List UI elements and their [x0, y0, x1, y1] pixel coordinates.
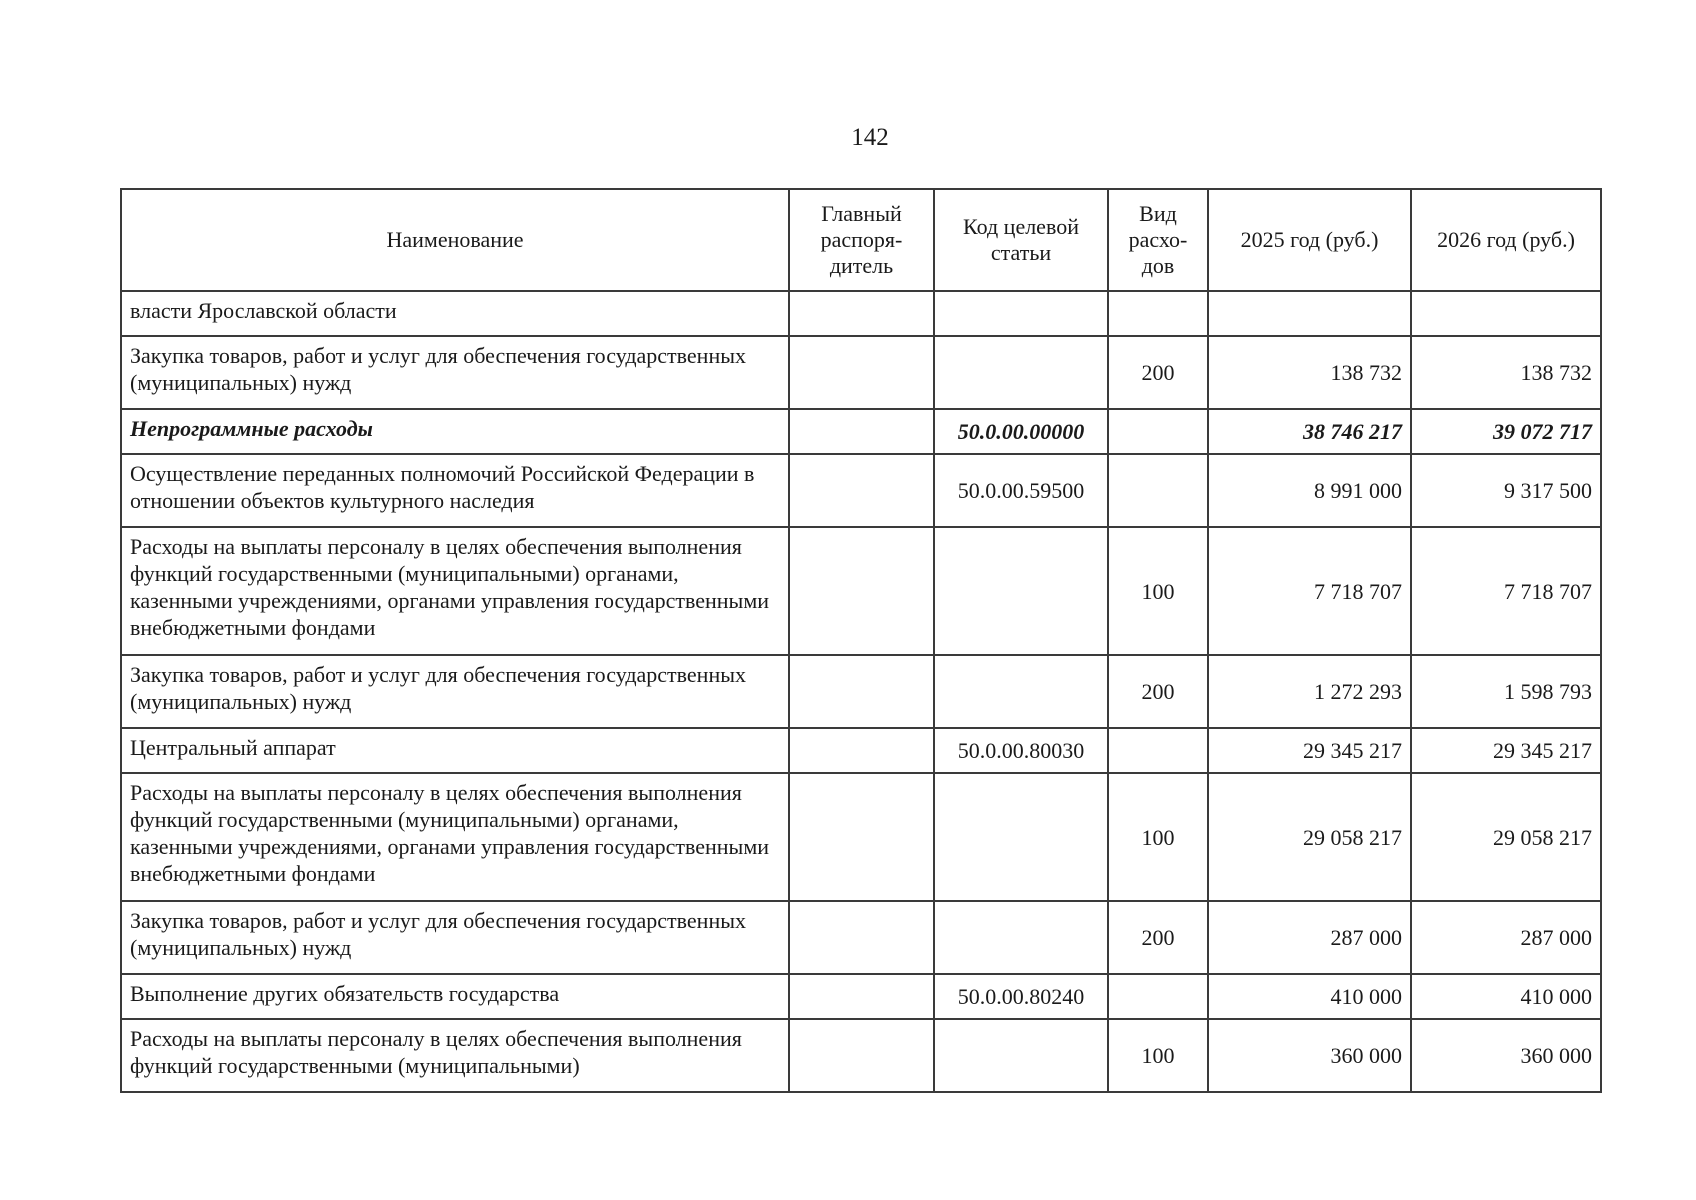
cell-type [1108, 974, 1208, 1019]
header-manager: Главный распоря-дитель [789, 189, 934, 291]
cell-manager [789, 336, 934, 409]
cell-2025: 360 000 [1208, 1019, 1411, 1092]
cell-code [934, 773, 1108, 901]
cell-code [934, 336, 1108, 409]
table-row [121, 773, 1601, 901]
header-expense-type: Вид расхо-дов [1108, 189, 1208, 291]
cell-code: 50.0.00.00000 [934, 409, 1108, 454]
cell-2025: 1 272 293 [1208, 655, 1411, 728]
table-row [121, 728, 1601, 773]
cell-name: Выполнение других обязательств государства [121, 974, 789, 1019]
cell-2025 [1208, 291, 1411, 336]
cell-2025: 138 732 [1208, 336, 1411, 409]
cell-name: Расходы на выплаты персоналу в целях обеспечения выполнения функций государственными (муниципальными) [121, 1019, 789, 1092]
cell-2026: 7 718 707 [1411, 527, 1601, 655]
cell-manager [789, 1019, 934, 1092]
cell-type: 100 [1108, 1019, 1208, 1092]
cell-name: Расходы на выплаты персоналу в целях обеспечения выполнения функций государственными (муниципальными) органами, казенными учреждениями, органами управления государственными внебюджетными фондами [121, 527, 789, 655]
cell-name: Непрограммные расходы [121, 409, 789, 454]
table-row [121, 291, 1601, 336]
header-year-2025: 2025 год (руб.) [1208, 189, 1411, 291]
budget-table [120, 188, 1602, 1093]
cell-type: 200 [1108, 655, 1208, 728]
cell-code: 50.0.00.80030 [934, 728, 1108, 773]
cell-2026: 410 000 [1411, 974, 1601, 1019]
cell-type: 200 [1108, 336, 1208, 409]
cell-type: 100 [1108, 527, 1208, 655]
table-row [121, 409, 1601, 454]
cell-manager [789, 974, 934, 1019]
cell-2026 [1411, 291, 1601, 336]
header-year-2026: 2026 год (руб.) [1411, 189, 1601, 291]
cell-code [934, 655, 1108, 728]
cell-type [1108, 409, 1208, 454]
table-row [121, 336, 1601, 409]
cell-name: Закупка товаров, работ и услуг для обеспечения государственных (муниципальных) нужд [121, 336, 789, 409]
cell-2026: 39 072 717 [1411, 409, 1601, 454]
table-row [121, 1019, 1601, 1092]
cell-name: власти Ярославской области [121, 291, 789, 336]
cell-code [934, 291, 1108, 336]
cell-manager [789, 901, 934, 974]
cell-2025: 7 718 707 [1208, 527, 1411, 655]
cell-code: 50.0.00.59500 [934, 454, 1108, 527]
cell-type [1108, 728, 1208, 773]
cell-name: Осуществление переданных полномочий Российской Федерации в отношении объектов культурного наследия [121, 454, 789, 527]
cell-2025: 8 991 000 [1208, 454, 1411, 527]
table-row [121, 901, 1601, 974]
cell-name: Расходы на выплаты персоналу в целях обеспечения выполнения функций государственными (муниципальными) органами, казенными учреждениями, органами управления государственными внебюджетными фондами [121, 773, 789, 901]
cell-manager [789, 773, 934, 901]
cell-manager [789, 454, 934, 527]
header-name: Наименование [121, 189, 789, 291]
header-target-code: Код целевой статьи [934, 189, 1108, 291]
cell-type [1108, 454, 1208, 527]
cell-2026: 360 000 [1411, 1019, 1601, 1092]
table-header-row [121, 189, 1601, 291]
cell-2025: 410 000 [1208, 974, 1411, 1019]
cell-type [1108, 291, 1208, 336]
cell-name: Закупка товаров, работ и услуг для обеспечения государственных (муниципальных) нужд [121, 655, 789, 728]
cell-2026: 29 345 217 [1411, 728, 1601, 773]
cell-manager [789, 728, 934, 773]
cell-2025: 38 746 217 [1208, 409, 1411, 454]
cell-type: 200 [1108, 901, 1208, 974]
cell-code [934, 1019, 1108, 1092]
cell-code: 50.0.00.80240 [934, 974, 1108, 1019]
cell-manager [789, 655, 934, 728]
cell-2026: 287 000 [1411, 901, 1601, 974]
cell-2026: 29 058 217 [1411, 773, 1601, 901]
table-row [121, 454, 1601, 527]
cell-code [934, 527, 1108, 655]
cell-2025: 287 000 [1208, 901, 1411, 974]
page-number: 142 [851, 124, 889, 151]
cell-manager [789, 527, 934, 655]
table-row [121, 655, 1601, 728]
table-row [121, 527, 1601, 655]
cell-2026: 9 317 500 [1411, 454, 1601, 527]
cell-manager [789, 409, 934, 454]
cell-code [934, 901, 1108, 974]
table-row [121, 974, 1601, 1019]
cell-name: Центральный аппарат [121, 728, 789, 773]
cell-type: 100 [1108, 773, 1208, 901]
cell-name: Закупка товаров, работ и услуг для обеспечения государственных (муниципальных) нужд [121, 901, 789, 974]
cell-2026: 138 732 [1411, 336, 1601, 409]
cell-manager [789, 291, 934, 336]
cell-2026: 1 598 793 [1411, 655, 1601, 728]
cell-2025: 29 058 217 [1208, 773, 1411, 901]
cell-2025: 29 345 217 [1208, 728, 1411, 773]
